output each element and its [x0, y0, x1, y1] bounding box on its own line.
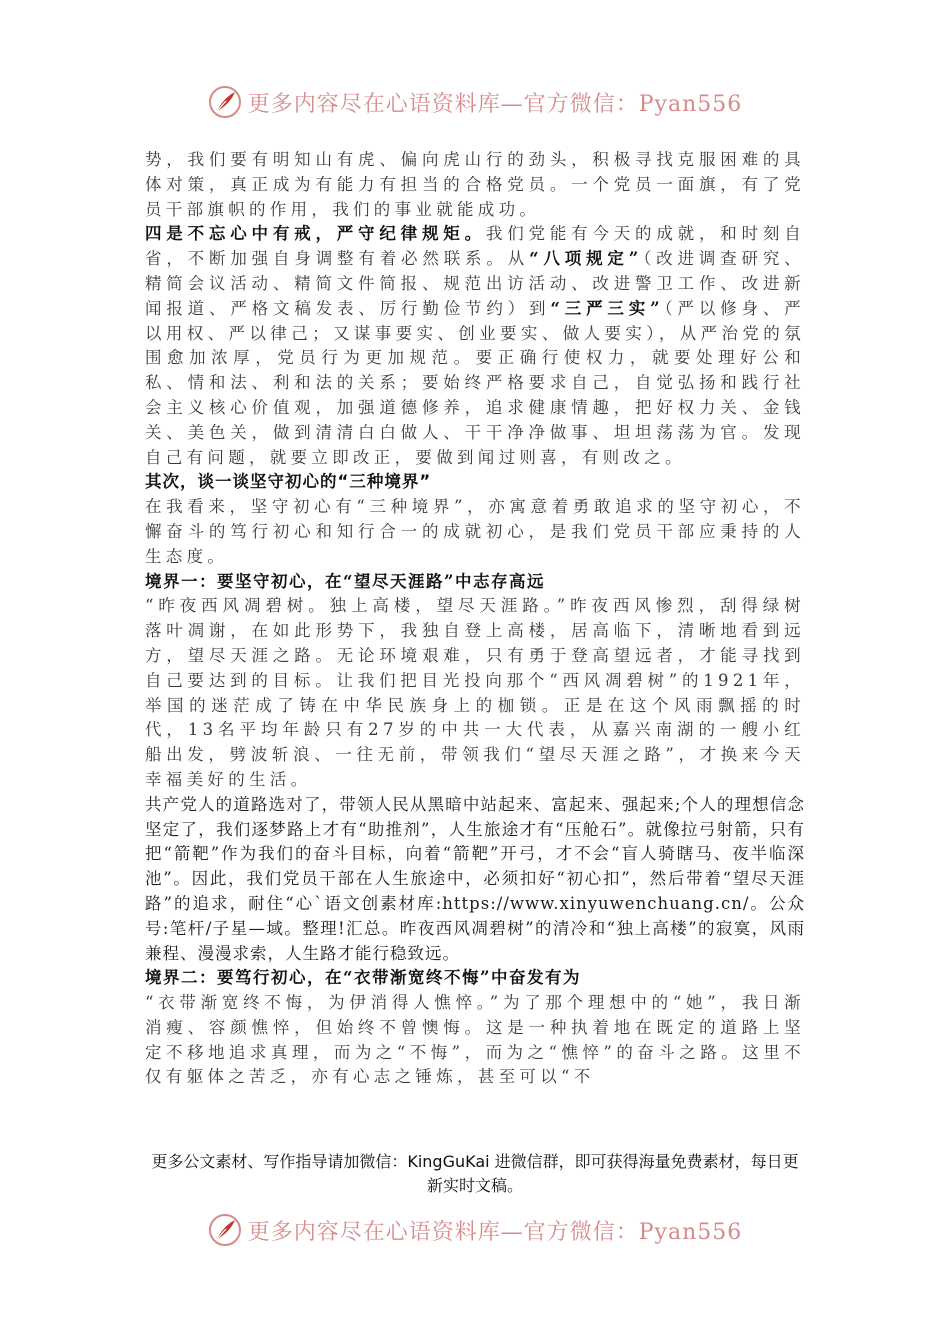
section-heading: 境界一：要坚守初心，在“望尽天涯路”中志存高远 — [145, 571, 545, 591]
banner-text: 更多内容尽在心语资料库—官方微信：Pyan556 — [247, 1219, 743, 1245]
banner-text: 更多内容尽在心语资料库—官方微信：Pyan556 — [247, 91, 743, 117]
paragraph: 势，我们要有明知山有虎、偏向虎山行的劲头，积极寻找克服困难的具体对策，真正成为有能力有担当的合格党员。一个党员一面旗，有了党员干部旗帜的作用，我们的事业就能成功。 — [145, 150, 805, 219]
feather-logo-icon — [208, 1213, 242, 1247]
header-banner — [0, 82, 950, 122]
footer-banner — [0, 1210, 950, 1250]
section-heading: 境界二：要笃行初心，在“衣带渐宽终不悔”中奋发有为 — [145, 968, 581, 988]
document-body — [145, 148, 805, 1090]
paragraph: 在我看来，坚守初心有“三种境界”，亦寓意着勇敢追求的坚守初心，不懈奋斗的笃行初心和知行合一的成就初心，是我们党员干部应秉持的人生态度。 — [145, 497, 805, 566]
footer-note: 更多公文素材、写作指导请加微信：KingGuKai 进微信群，即可获得海量免费素材，每日更新实时文稿。 — [151, 1152, 799, 1195]
paragraph: “衣带渐宽终不悔，为伊消得人憔悴。”为了那个理想中的“她”，我日渐消瘦、容颜憔悴，但始终不曾懊悔。这是一种执着地在既定的道路上坚定不移地追求真理，而为之“不悔”，而为之“憔悴”的奋斗之路。这里不仅有躯体之苦乏，亦有心志之锤炼，甚至可以“不 — [145, 993, 805, 1087]
paragraph-discipline: 四是不忘心中有戒，严守纪律规矩。我们党能有今天的成就，和时刻自省，不断加强自身调整有着必然联系。从“八项规定”（改进调查研究、精简会议活动、精简文件简报、规范出访活动、改进警卫工作、改进新闻报道、严格文稿发表、厉行勤俭节约）到“三严三实”（严以修身、严以用权、严以律己；又谋事要实、创业要实、做人要实），从严治党的氛围愈加浓厚，党员行为更加规范。要正确行使权力，就要处理好公和私、情和法、利和法的关系；要始终严格要求自己，自觉弘扬和践行社会主义核心价值观，加强道德修养，追求健康情趣，把好权力关、金钱关、美色关，做到清清白白做人、干干净净做事、坦坦荡荡为官。发现自己有问题，就要立即改正，要做到闻过则喜，有则改之。 — [145, 224, 805, 467]
paragraph: 共产党人的道路选对了，带领人民从黑暗中站起来、富起来、强起来;个人的理想信念坚定了，我们逐梦路上才有“助推剂”，人生旅途才有“压舱石”。就像拉弓射箭，只有把“箭靶”作为我们的奋斗目标，向着“箭靶”开弓，才不会“盲人骑瞎马、夜半临深池”。因此，我们党员干部在人生旅途中，必须扣好“初心扣”，然后带着“望尽天涯路”的追求，耐住“心`语文创素材库:https://www.xinyuwenchuang.cn/。公众号:笔杆/子星—域。整理!汇总。昨夜西风凋碧树”的清冷和“独上高楼”的寂寞，风雨兼程、漫漫求索，人生路才能行稳致远。 — [145, 794, 805, 963]
section-heading: 四是不忘心中有戒，严守纪律规矩。 — [145, 224, 486, 244]
paragraph: “昨夜西风凋碧树。独上高楼，望尽天涯路。”昨夜西风惨烈，刮得绿树落叶凋谢，在如此形势下，我独自登上高楼，居高临下，清晰地看到远方，望尽天涯之路。无论环境艰难，只有勇于登高望远者，才能寻找到自己要达到的目标。让我们把目光投向那个“西风凋碧树”的1921年，举国的迷茫成了铸在中华民族身上的枷锁。正是在这个风雨飘摇的时代，13名平均年龄只有27岁的中共一大代表，从嘉兴南湖的一艘小红船出发，劈波斩浪、一往无前，带领我们“望尽天涯之路”，才换来今天幸福美好的生活。 — [145, 596, 805, 789]
section-heading: 其次，谈一谈坚守初心的“三种境界” — [145, 472, 432, 492]
feather-logo-icon — [208, 85, 242, 119]
